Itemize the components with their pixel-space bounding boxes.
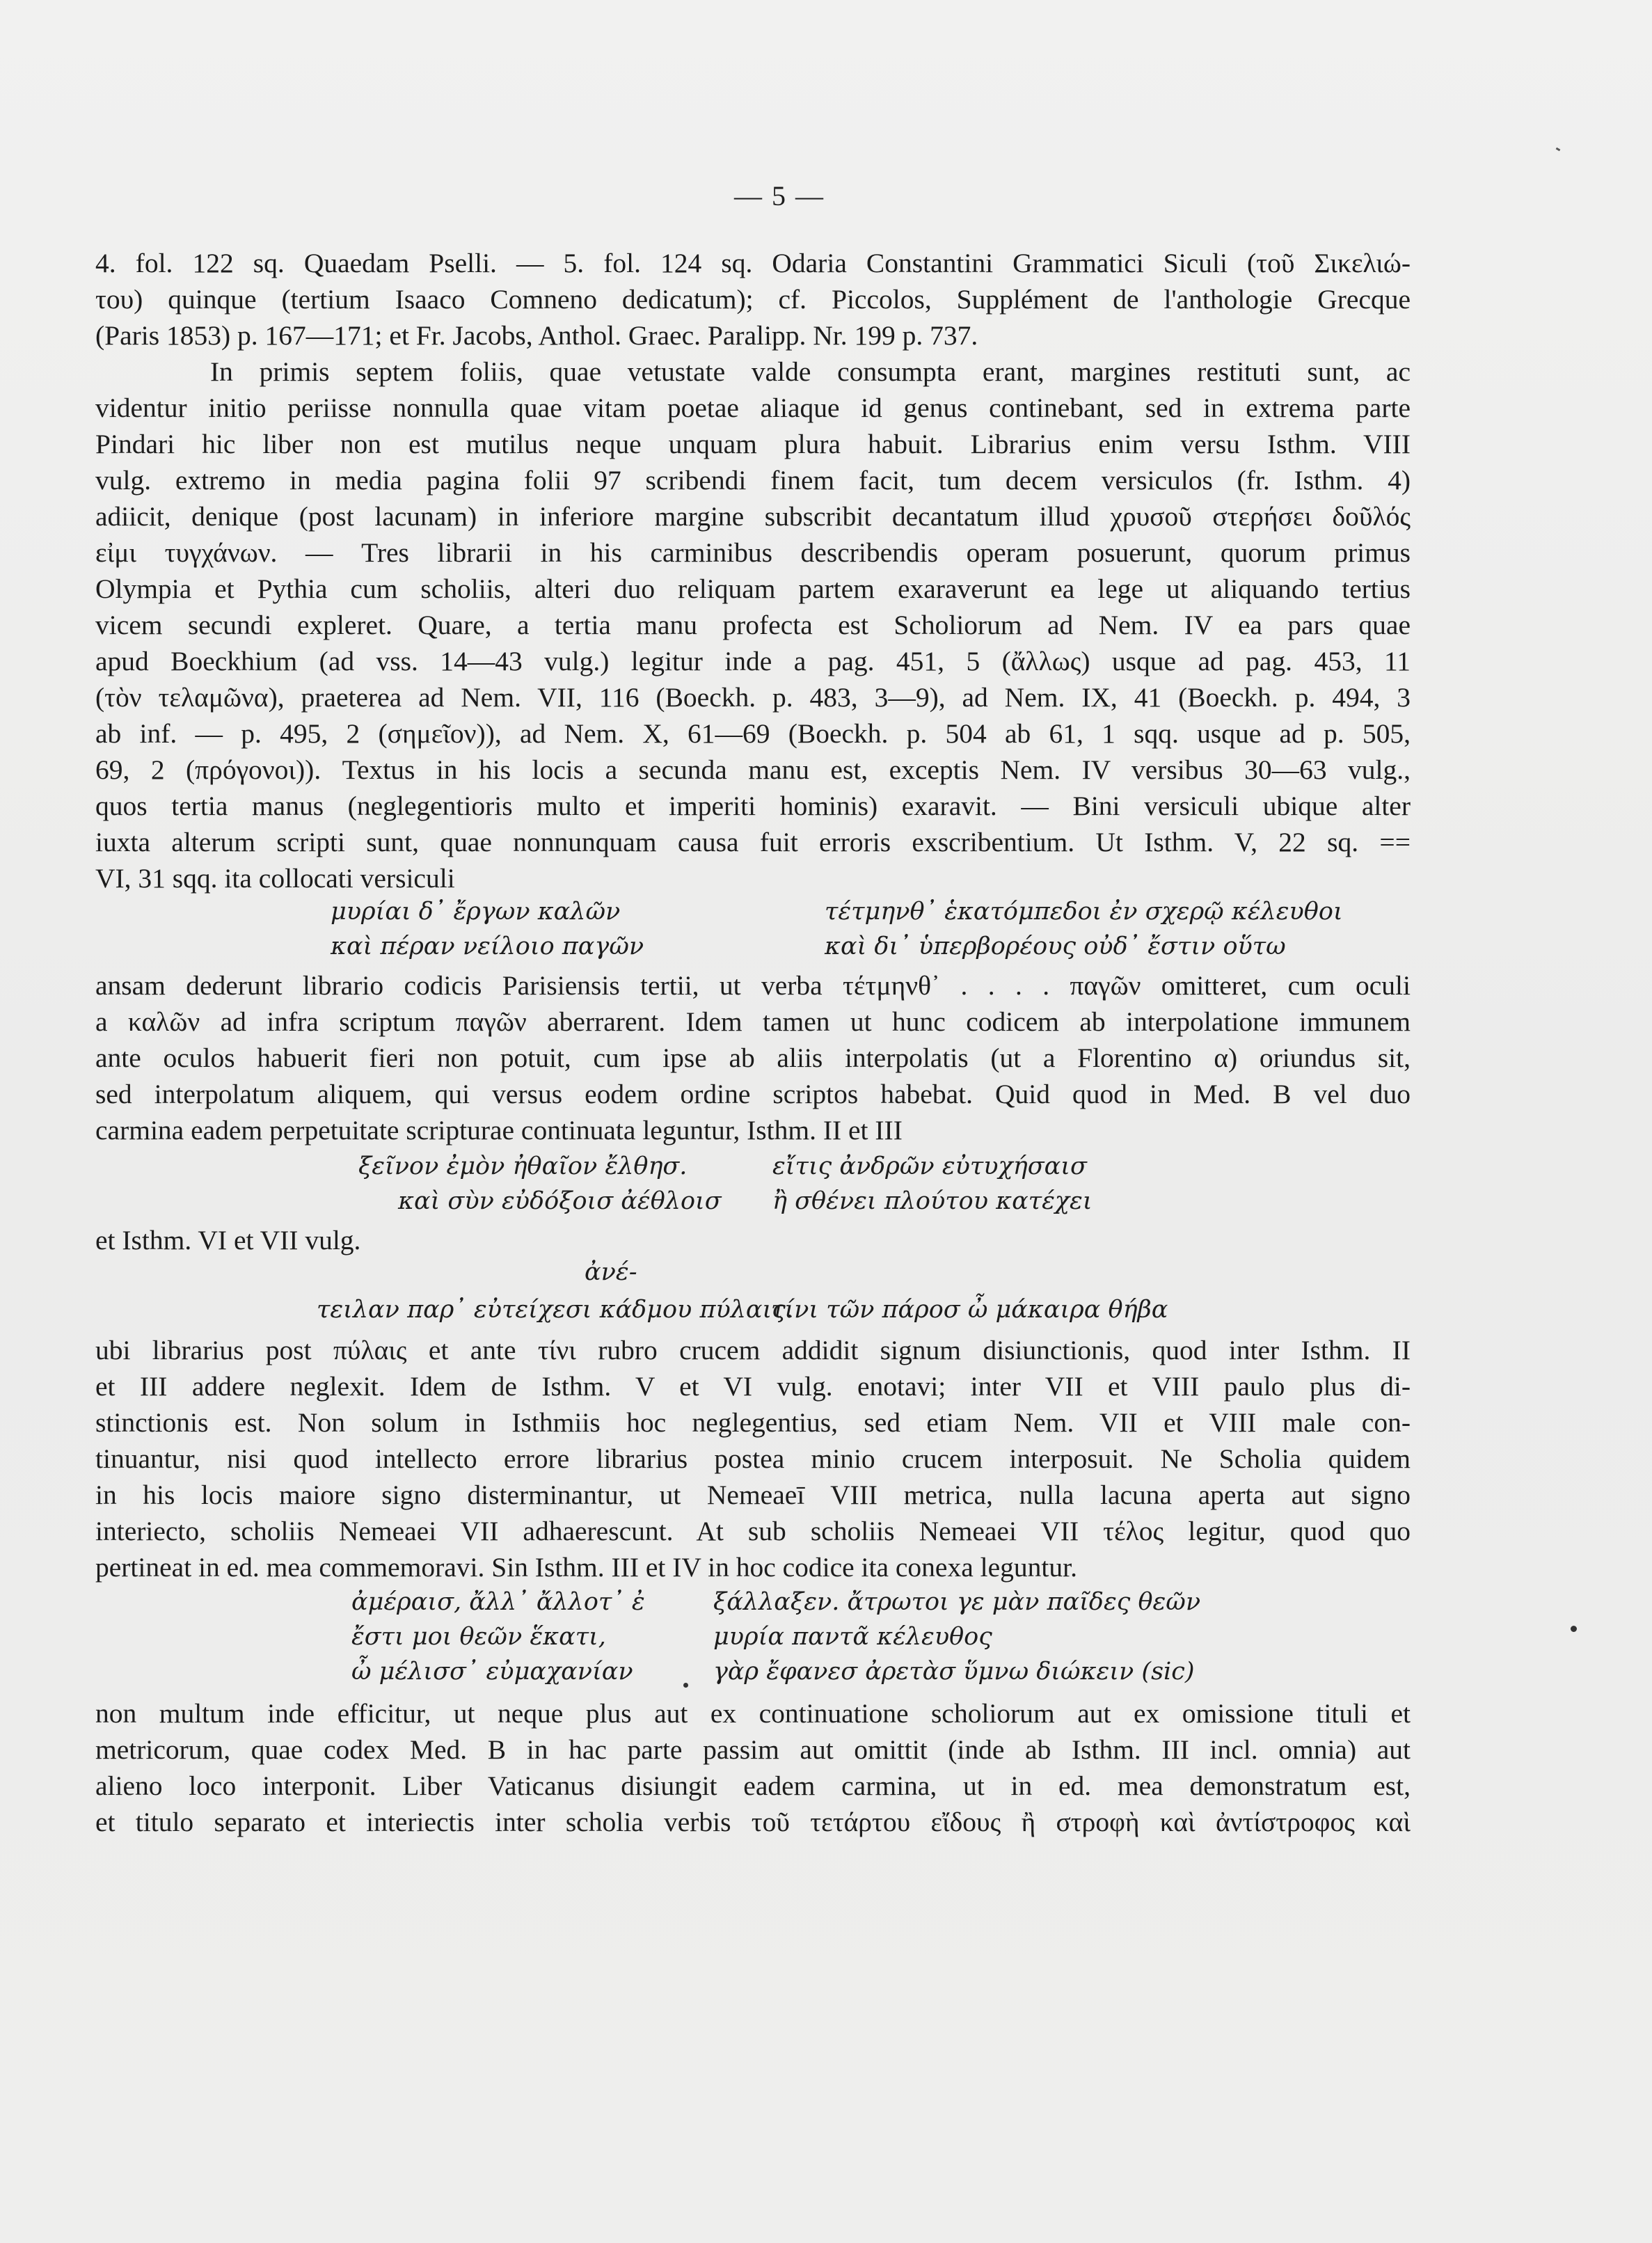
page-number: — 5 —	[734, 180, 825, 212]
greek-verse: ξεῖνον ἐμὸν ἠθαῖον ἔλθησ.	[358, 1152, 688, 1180]
greek-verse: καὶ πέραν νείλοιο παγῶν	[331, 933, 644, 960]
text-line: quos tertia manus (neglegentioris multo et imperiti hominis) exaravit. — Bini versiculi ubique alter	[95, 791, 1411, 821]
text-line: videntur initio periisse nonnulla quae vitam poetae aliaque id genus continebant, sed in extrema parte	[95, 393, 1411, 423]
text-line: et Isthm. VI et VII vulg.	[95, 1225, 361, 1255]
text-line: alieno loco interponit. Liber Vaticanus disiungit eadem carmina, ut in ed. mea demonstratum est,	[95, 1770, 1411, 1801]
text-line: interiecto, scholiis Nemeaei VII adhaerescunt. At sub scholiis Nemeaei VII τέλος legitur, quod quo	[95, 1516, 1411, 1546]
text-line: in his locis maiore signo disterminantur, ut Nemeaeī VIII metrica, nulla lacuna aperta aut signo	[95, 1480, 1411, 1510]
text-line: et III addere neglexit. Idem de Isthm. V et VI vulg. enotavi; inter VII et VIII paulo plus di-	[95, 1371, 1411, 1402]
text-line: vulg. extremo in media pagina folii 97 scribendi finem facit, tum decem versiculos (fr. Isthm. 4)	[95, 465, 1411, 496]
text-line: adiicit, denique (post lacunam) in inferiore margine subscribit decantatum illud χρυσοῦ στερήσει δοῦλός	[95, 501, 1411, 532]
greek-verse: ξάλλαξεν. ἄτρωτοι γε μὰν παῖδες θεῶν	[713, 1588, 1201, 1616]
text-line: stinctionis est. Non solum in Isthmiis hoc neglegentius, sed etiam Nem. VII et VIII male con-	[95, 1407, 1411, 1438]
scan-speck	[1571, 1626, 1577, 1632]
text-line: ab inf. — p. 495, 2 (σημεῖον)), ad Nem. X, 61—69 (Boeckh. p. 504 ab 61, 1 sqq. usque ad p. 505,	[95, 718, 1411, 749]
text-line: sed interpolatum aliquem, qui versus eodem ordine scriptos habebat. Quid quod in Med. B vel duo	[95, 1079, 1411, 1109]
text-line: ubi librarius post πύλαις et ante τίνι rubro crucem addidit signum disiunctionis, quod inter Isthm. II	[95, 1335, 1411, 1365]
greek-verse: ἔστι μοι θεῶν ἕκατι,	[351, 1623, 606, 1651]
text-line: metricorum, quae codex Med. B in hac parte passim aut omittit (inde ab Isthm. III incl. omnia) aut	[95, 1734, 1411, 1765]
greek-verse: τέτμηνθ᾽ ἑκατόμπεδοι ἐν σχερῷ κέλευθοι	[825, 898, 1343, 926]
scan-speck	[1556, 148, 1561, 152]
greek-verse: τειλαν παρ᾽ εὐτείχεσι κάδμου πύλαις.	[317, 1296, 794, 1324]
greek-verse: ἀμέραισ, ἄλλ᾽ ἄλλοτ᾽ ἐ	[351, 1588, 645, 1616]
text-line: Pindari hic liber non est mutilus neque unquam plura habuit. Librarius enim versu Isthm. VIII	[95, 429, 1411, 459]
greek-verse: καὶ δι᾽ ὑπερβορέους οὐδ᾽ ἔστιν οὕτω	[825, 933, 1286, 960]
text-line: του) quinque (tertium Isaaco Comneno dedicatum); cf. Piccolos, Supplément de l'anthologie Grecque	[95, 284, 1411, 315]
scan-speck	[683, 1683, 688, 1688]
text-line: Olympia et Pythia cum scholiis, alteri duo reliquam partem exaraverunt ea lege ut aliquando tertius	[95, 573, 1411, 604]
text-line: (Paris 1853) p. 167—171; et Fr. Jacobs, Anthol. Graec. Paralipp. Nr. 199 p. 737.	[95, 320, 978, 351]
text-line: apud Boeckhium (ad vss. 14—43 vulg.) legitur inde a pag. 451, 5 (ἄλλως) usque ad pag. 453, 11	[95, 646, 1411, 676]
text-line: iuxta alterum scripti sunt, quae nonnunquam causa fuit erroris exscribentium. Ut Isthm. V, 22 sq. ==	[95, 827, 1411, 857]
text-line: carmina eadem perpetuitate scripturae continuata leguntur, Isthm. II et III	[95, 1115, 903, 1146]
greek-verse: εἴτις ἀνδρῶν εὐτυχήσαισ	[772, 1152, 1087, 1180]
text-line: a καλῶν ad infra scriptum παγῶν aberrarent. Idem tamen ut hunc codicem ab interpolatione immunem	[95, 1006, 1411, 1037]
greek-verse: μυρίαι δ᾽ ἔργων καλῶν	[331, 898, 621, 926]
text-line: In primis septem foliis, quae vetustate valde consumpta erant, margines restituti sunt, ac	[210, 356, 1411, 387]
text-line: non multum inde efficitur, ut neque plus aut ex continuatione scholiorum aut ex omissione tituli et	[95, 1698, 1411, 1729]
greek-verse: ἢ σθένει πλούτου κατέχει	[772, 1187, 1093, 1215]
text-line: vicem secundi expleret. Quare, a tertia manu profecta est Scholiorum ad Nem. IV ea pars quae	[95, 610, 1411, 640]
greek-verse: γὰρ ἔφανεσ ἀρετὰσ ὕμνω διώκειν (sic)	[713, 1658, 1195, 1686]
text-line: εἰμι τυγχάνων. — Tres librarii in his carminibus describendis operam posuerunt, quorum primus	[95, 537, 1411, 568]
text-line: ante oculos habuerit fieri non potuit, cum ipse ab aliis interpolatis (ut a Florentino α) oriundus sit,	[95, 1043, 1411, 1073]
greek-verse: ὦ μέλισσ᾽ εὐμαχανίαν	[351, 1658, 633, 1686]
text-line: ansam dederunt librario codicis Parisiensis tertii, ut verba τέτμηνθ᾽ . . . . παγῶν omitteret, cum oculi	[95, 970, 1411, 1001]
text-line: 69, 2 (πρόγονοι)). Textus in his locis a secunda manu est, exceptis Nem. IV versibus 30—63 vulg.,	[95, 754, 1411, 785]
text-line: VI, 31 sqq. ita collocati versiculi	[95, 863, 455, 894]
text-line: 4. fol. 122 sq. Quaedam Pselli. — 5. fol. 124 sq. Odaria Constantini Grammatici Siculi (τοῦ Σικελιώ-	[95, 248, 1411, 278]
text-line: pertineat in ed. mea commemoravi. Sin Isthm. III et IV in hoc codice ita conexa leguntur.	[95, 1552, 1077, 1583]
text-line: (τὸν τελαμῶνα), praeterea ad Nem. VII, 116 (Boeckh. p. 483, 3—9), ad Nem. IX, 41 (Boeckh. p. 494, 3	[95, 682, 1411, 713]
greek-verse: ἀνέ-	[585, 1258, 637, 1286]
greek-verse: μυρία παντᾶ κέλευθος	[713, 1623, 992, 1651]
text-line: tinuantur, nisi quod intellecto errore librarius postea minio crucem interposuit. Ne Scholia quidem	[95, 1443, 1411, 1474]
greek-verse: καὶ σὺν εὐδόξοισ ἀέθλοισ	[398, 1187, 722, 1215]
text-line: et titulo separato et interiectis inter scholia verbis τοῦ τετάρτου εἴδους ἢ στροφὴ καὶ ἀντίστροφος καὶ	[95, 1807, 1411, 1837]
greek-verse: τίνι τῶν πάροσ ὦ μάκαιρα θήβα	[771, 1296, 1168, 1324]
